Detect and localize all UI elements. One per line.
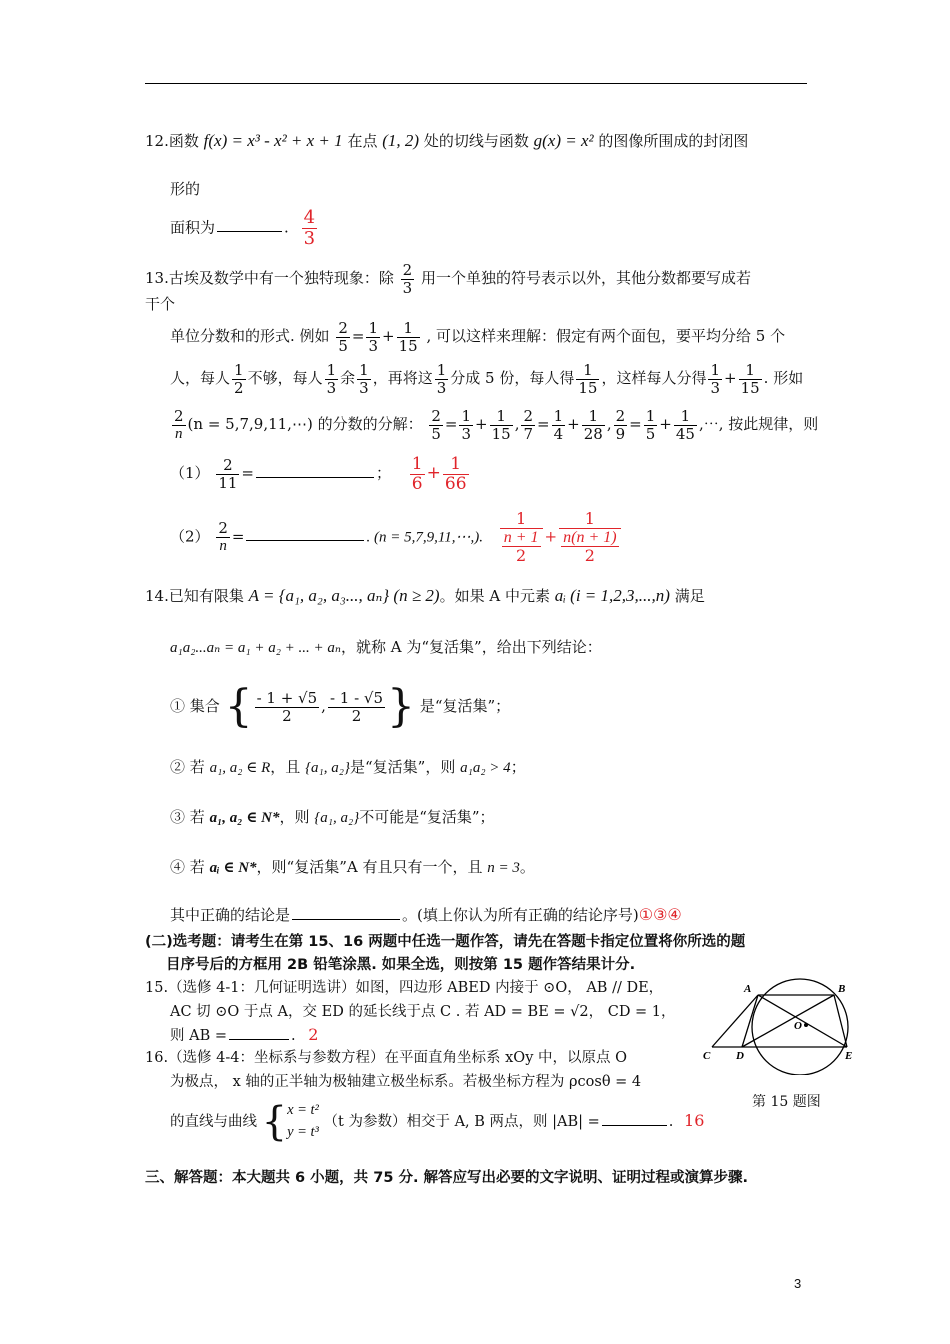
q14-line2: a₁a₂...aₙ = a₁ + a₂ + ... + aₙ，就称 A 为“复活集”，给出下列结论： — [170, 638, 602, 656]
label-c: C — [703, 1050, 711, 1062]
page-number: 3 — [794, 1276, 802, 1291]
q16-answer: 16 — [684, 1110, 705, 1130]
header-rule — [145, 83, 807, 84]
q16-line3: 的直线与曲线 { x = t² y = t³ （t 为参数）相交于 A, B 两点，则 |AB| = . 16 — [170, 1098, 705, 1145]
sec2-line1: (二)选考题：请考生在第 15、16 两题中任选一题作答，请先在答题卡指定位置将你所选的题 — [145, 934, 746, 950]
segment-ca — [712, 995, 758, 1047]
q15-figure — [700, 975, 860, 1075]
q13-line4: 人，每人 $\frac{1}{2}$ 不够，每人 $\frac{1}{3}$ 余 $\frac{1}{3}$ ，再将这 $\frac{1}{3}$ 分成 5 份，每人得 $\frac{1}{15}$ ，这样每人分得 $\frac{1}{3}$ + $\frac{1}{15}$ . 形如 — [170, 361, 804, 397]
q16-line1: 16.（选修 4-4：坐标系与参数方程）在平面直角坐标系 xOy 中，以原点 O — [145, 1050, 627, 1066]
sec2-line2: 目序号后的方框用 2B 铅笔涂黑. 如果全选，则按第 15 题作答结果计分. — [166, 957, 636, 973]
q14-line1: 14.已知有限集 A = {a₁, a₂, a₃..., aₙ} (n ≥ 2)。如果 A 中元素 aᵢ (i = 1,2,3,...,n) 满足 — [145, 586, 705, 605]
q14-answer: ①③④ — [638, 905, 682, 924]
q14-conclusion: 其中正确的结论是 。(填上你认为所有正确的结论序号)①③④ — [170, 905, 682, 924]
q14-c1: ① 集合 { $\frac{- 1 + √5}{2}$ , $\frac{- 1 - √5}{2}$ } 是“复活集”； — [170, 681, 511, 732]
q13-answer2: $\frac{1}{\frac{n + 1}{2}}$ — [500, 510, 543, 565]
point-o — [804, 1023, 808, 1027]
q14-c3: ③ 若 a₁, a₂ ∈ N*，则 {a₁, a₂}不可能是“复活集”； — [170, 808, 495, 826]
q15-line1: 15.（选修 4-1：几何证明选讲）如图，四边形 ABED 内接于 ⊙O， AB // DE， — [145, 980, 664, 996]
label-b: B — [838, 983, 846, 995]
q13-line1: 13.古埃及数学中有一个独特现象：除 $\frac{2}{3}$ 用一个单独的符号表示以外，其他分数都要写成若 — [145, 261, 751, 297]
q13-part1: （1） $\frac{2}{11}$ = ； $\frac{1}{6}$ + $\frac{1}{66}$ — [170, 454, 467, 494]
label-o: O — [794, 1020, 802, 1032]
label-e: E — [845, 1050, 853, 1062]
q15-line3: 则 AB = . 2 — [170, 1025, 319, 1044]
sec3-heading: 三、解答题：本大题共 6 小题，共 75 分. 解答应写出必要的文字说明、证明过程或演算步骤. — [145, 1170, 749, 1186]
label-a: A — [744, 983, 752, 995]
segment-ae — [758, 995, 847, 1047]
q13-line3: 单位分数和的形式. 例如 $\frac{2}{5}$ = $\frac{1}{3}$ + $\frac{1}{15}$ , 可以这样来理解：假定有两个面包，要平均分给 5 个 — [170, 319, 786, 355]
q13-line5: $\frac{2}{n}$ (n = 5,7,9,11,⋯) 的分数的分解： $\frac{2}{5}$ = $\frac{1}{3}$ + $\frac{1}{15}$ , $\frac{2}{7}$ = $\frac{1}{4}$ + $\frac{1}{28}$ , $\frac{2}{9}$ = $\frac{1}{5}$ + $\frac{1}{45}$ ,⋯, 按此规律，则 — [174, 407, 819, 443]
q15-answer: 2 — [308, 1025, 319, 1044]
q16-line2: 为极点， x 轴的正半轴为极轴建立极坐标系。若极坐标方程为 ρcosθ = 4 — [170, 1074, 642, 1090]
q12-answer: $\frac{4}{3}$ — [303, 207, 316, 249]
q15-fig-caption: 第 15 题图 — [752, 1094, 821, 1110]
label-d: D — [736, 1050, 744, 1062]
q12-line1: 12.函数 f(x) = x³ - x² + x + 1 在点 (1, 2) 处的切线与函数 g(x) = x² 的图像所围成的封闭图 — [145, 131, 749, 150]
q14-c2: ② 若 a₁, a₂ ∈ R，且 {a₁, a₂}是“复活集”，则 a₁a₂ > 4； — [170, 758, 526, 776]
q13-line2: 干个 — [145, 295, 176, 313]
q15-line2: AC 切 ⊙O 于点 A，交 ED 的延长线于点 C . 若 AD = BE = √2， CD = 1， — [170, 1004, 676, 1020]
q12-line3: 面积为 . $\frac{4}{3}$ — [170, 207, 316, 249]
q12-line2: 形的 — [170, 180, 201, 198]
q13-answer1: $\frac{1}{6}$ — [411, 454, 423, 494]
q14-c4: ④ 若 aᵢ ∈ N*，则“复活集”A 有且只有一个，且 n = 3。 — [170, 858, 535, 876]
segment-be — [834, 995, 847, 1047]
q13-part2: （2） $\frac{2}{n}$ = . (n = 5,7,9,11,⋯,). $\frac{1}{\frac{n + 1}{2}}$ + $\frac{1}{\frac{n(n + 1)}{2}}$ — [170, 510, 623, 565]
